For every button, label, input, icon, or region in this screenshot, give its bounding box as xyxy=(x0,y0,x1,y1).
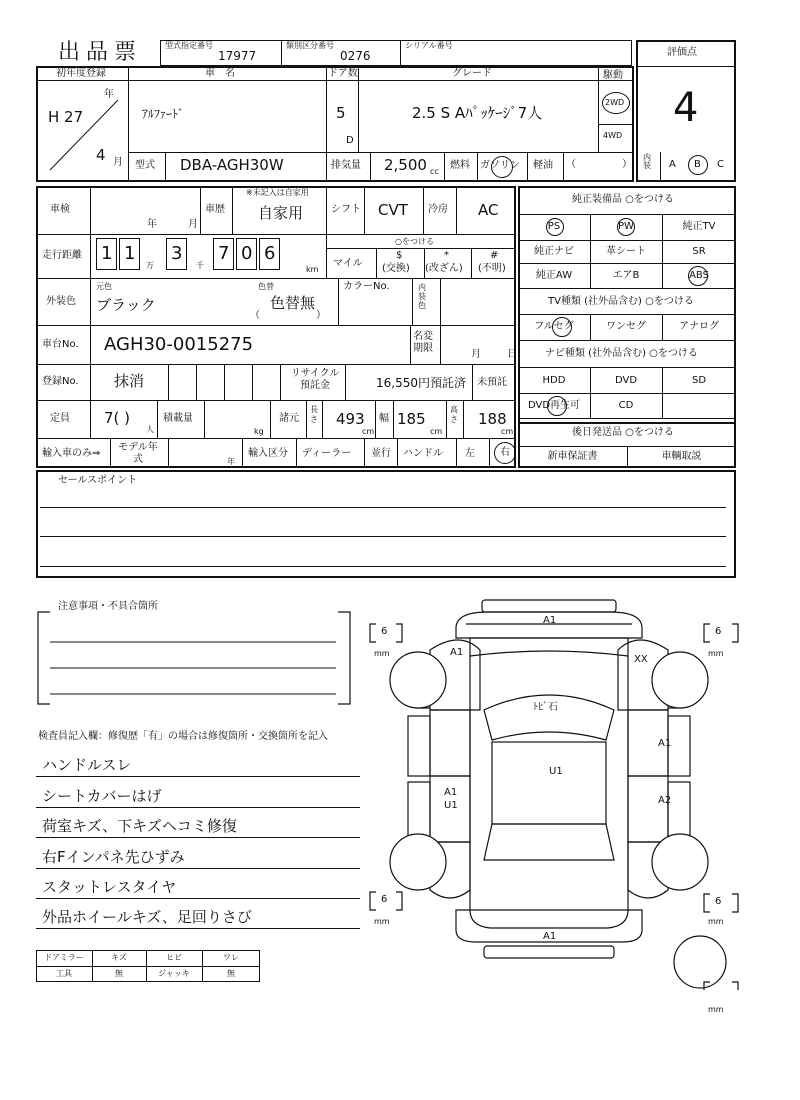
tv-oneseg: ワンセグ xyxy=(606,321,646,332)
interior-b: B xyxy=(694,159,701,170)
tyre-front-right-value: 6 xyxy=(715,626,722,637)
repaint-paren-left: （ xyxy=(250,310,260,321)
model-value: DBA-AGH30W xyxy=(180,156,284,174)
length-cm-unit: cm xyxy=(362,427,375,436)
navi-dvd-play: DVD再生可 xyxy=(527,400,581,411)
legend-jack-value: 無 xyxy=(227,969,235,978)
height-label: 高さ xyxy=(450,405,458,424)
handle-left: 左 xyxy=(465,448,475,459)
year-mark: 年 xyxy=(104,89,114,100)
history-value: 自家用 xyxy=(258,204,304,222)
doors-label: ドア数 xyxy=(328,68,358,79)
width-cm-unit: cm xyxy=(430,427,443,436)
equip-ps: PS xyxy=(547,221,561,232)
inspector-note-6: 外品ホイールキズ、足回りさび xyxy=(42,908,252,926)
tyre-rear-right-value: 6 xyxy=(715,896,722,907)
tyre-rear-right-mm: mm xyxy=(708,917,724,926)
repaint-label: 色替 xyxy=(258,282,274,291)
equip-pw-circle xyxy=(617,218,635,236)
handle-right: 右 xyxy=(500,447,510,458)
name-change-label: 名変期限 xyxy=(413,331,433,354)
recycle-unpaid: 未預託 xyxy=(477,377,507,388)
history-note: ※未記入は自家用 xyxy=(246,188,309,197)
interior-c: C xyxy=(717,159,724,170)
legend-tools: 工具 xyxy=(56,969,72,978)
equip-leather: 革シート xyxy=(606,246,646,257)
notes-box xyxy=(36,610,352,706)
repaint-value: 色替無 xyxy=(270,294,316,312)
drive-4wd: 4WD xyxy=(603,131,623,140)
navi-dvd: DVD xyxy=(614,375,638,386)
load-label: 積載量 xyxy=(163,413,193,424)
later-warranty: 新車保証書 xyxy=(547,451,598,462)
car-diagram xyxy=(360,590,760,990)
notes-label: 注意事項・不具合箇所 xyxy=(58,601,158,612)
parallel-option: 並行 xyxy=(371,448,391,459)
equip-airbag: エアB xyxy=(612,270,640,281)
handle-label: ハンドル xyxy=(403,448,443,459)
shift-value: CVT xyxy=(378,201,408,219)
tyre-rear-left-value: 6 xyxy=(381,894,388,905)
fuel-gasoline: ガソリン xyxy=(480,160,520,171)
later-title: 後日発送品 ○をつける xyxy=(572,427,674,438)
category-number-label: 類別区分番号 xyxy=(286,41,334,50)
legend-scratch: キズ xyxy=(111,953,127,962)
registration-value: 抹消 xyxy=(114,372,145,390)
score-value: 4 xyxy=(673,85,699,131)
sales-point-label: セールスポイント xyxy=(58,475,138,486)
tv-title: TV種類 (社外品含む) ○をつける xyxy=(548,296,694,307)
legend-tools-value: 無 xyxy=(115,969,123,978)
exchange-symbol: $ xyxy=(396,250,403,261)
orig-color-value: ブラック xyxy=(96,296,156,314)
mark-front-left: A1 xyxy=(450,647,464,658)
doors-d-mark: D xyxy=(346,135,354,146)
navi-hdd: HDD xyxy=(542,375,566,386)
category-number-value: 0276 xyxy=(340,49,371,63)
capacity-label: 定員 xyxy=(50,413,70,424)
equip-ps-circle xyxy=(546,218,564,236)
load-kg-unit: kg xyxy=(254,427,264,436)
navi-dvd-play-circle xyxy=(547,396,567,416)
month-mark: 月 xyxy=(113,157,123,168)
legend-jack: ジャッキ xyxy=(158,969,190,978)
displacement-value: 2,500 xyxy=(384,156,427,174)
car-name-value: ｱﾙﾌｧｰﾄﾞ xyxy=(142,107,185,121)
capacity-person-unit: 人 xyxy=(146,425,154,434)
fuel-label: 燃料 xyxy=(450,160,470,171)
tyre-front-right-mm: mm xyxy=(708,649,724,658)
legend-break: ワレ xyxy=(223,953,239,962)
import-label: 輸入車のみ⇒ xyxy=(42,448,101,459)
length-value: 493 xyxy=(336,410,365,428)
sales-point-box xyxy=(36,470,736,578)
km-unit: km xyxy=(306,265,319,274)
score-label: 評価点 xyxy=(667,47,697,58)
mark-left-door-a: A1 xyxy=(444,787,458,798)
equip-sr: SR xyxy=(692,246,706,257)
later-manual: 車輌取説 xyxy=(661,451,702,462)
tv-analog: アナログ xyxy=(679,321,719,332)
recycle-value: 16,550円預託済 xyxy=(376,376,466,390)
fuel-diesel: 軽油 xyxy=(533,160,553,171)
altered-option: (改ざん) xyxy=(425,263,463,274)
mark-roof: U1 xyxy=(549,766,563,777)
exchange-option: (交換) xyxy=(382,263,410,274)
unknown-symbol: # xyxy=(490,250,499,261)
mark-right-front-door: A1 xyxy=(658,738,672,749)
equip-pw: PW xyxy=(618,221,634,232)
fuel-circle xyxy=(491,156,513,178)
inspection-month-mark: 月 xyxy=(188,219,198,230)
legend-door-mirror: ドアミラー xyxy=(44,953,84,962)
inspector-label: 検査員記入欄：修復歴「有」の場合は修復箇所・交換箇所を記入 xyxy=(38,731,328,742)
drive-label: 駆動 xyxy=(603,70,623,81)
equip-navi: 純正ナビ xyxy=(534,246,574,257)
mileage-digit-5: 0 xyxy=(241,243,253,264)
ac-label: 冷房 xyxy=(428,204,448,215)
serial-number-label: シリアル番号 xyxy=(405,41,453,50)
capacity-value: 7( ) xyxy=(104,409,131,427)
grade-label: グレード xyxy=(452,68,492,79)
tyre-spare-mm: mm xyxy=(708,1005,724,1014)
era-year-value: H 27 xyxy=(48,108,84,126)
unknown-option: (不明) xyxy=(478,263,506,274)
navi-cd: CD xyxy=(618,400,634,411)
dims-label: 諸元 xyxy=(279,413,299,424)
equip-tv: 純正TV xyxy=(682,221,716,232)
navi-sd: SD xyxy=(691,375,707,386)
fuel-paren-left: （ xyxy=(566,159,576,170)
grade-value: 2.5 S Aﾊﾟｯｹｰｼﾞ7人 xyxy=(412,104,543,122)
equip-abs: ABS xyxy=(689,270,709,281)
mileage-digit-3: 3 xyxy=(171,243,183,264)
mark-left-door-u: U1 xyxy=(444,800,458,811)
chassis-value: AGH30-0015275 xyxy=(104,334,254,355)
altered-symbol: * xyxy=(444,250,449,261)
inspector-note-3: 荷室キズ、下キズヘコミ修復 xyxy=(42,817,237,835)
mark-front-right: XX xyxy=(634,654,648,665)
tyre-front-left-mm: mm xyxy=(374,649,390,658)
interior-a: A xyxy=(669,159,676,170)
mileage-digit-2: 1 xyxy=(124,243,136,264)
odometer-mark-note: ○をつける xyxy=(395,237,434,246)
mark-right-rear-door: A2 xyxy=(658,795,672,806)
type-number-label: 型式指定番号 xyxy=(165,41,213,50)
inspector-note-2: シートカバーはげ xyxy=(42,787,162,805)
equip-aw: 純正AW xyxy=(535,270,573,281)
legend-crack: ヒビ xyxy=(166,953,182,962)
tyre-front-left-value: 6 xyxy=(381,626,388,637)
doors-value: 5 xyxy=(336,104,346,122)
mark-rear-bumper: A1 xyxy=(543,931,557,942)
width-label: 幅 xyxy=(379,413,389,424)
equipment-title: 純正装備品 ○をつける xyxy=(572,194,674,205)
name-change-day: 日 xyxy=(507,349,517,360)
month-value: 4 xyxy=(96,146,106,164)
mileage-digit-6: 6 xyxy=(264,243,276,264)
mark-front-bumper: A1 xyxy=(543,615,557,626)
inspector-note-4: 右Fインパネ先ひずみ xyxy=(42,848,185,866)
history-label: 車歴 xyxy=(205,204,225,215)
model-year-label: モデル年式 xyxy=(118,442,158,465)
document-title: 出品票 xyxy=(58,40,143,65)
name-change-month: 月 xyxy=(471,349,481,360)
inspection-label: 車検 xyxy=(50,204,70,215)
interior-label: 内装 xyxy=(643,153,651,170)
cc-unit: cc xyxy=(430,167,439,176)
mileage-sen-unit: 千 xyxy=(196,261,204,270)
displacement-label: 排気量 xyxy=(331,160,361,171)
recycle-label: リサイクル預託金 xyxy=(290,368,340,391)
mileage-digit-1: 1 xyxy=(101,243,113,264)
orig-color-label: 元色 xyxy=(96,282,112,291)
mileage-man-unit: 万 xyxy=(146,261,154,270)
drive-2wd: 2WD xyxy=(605,98,625,107)
mark-windshield: ﾄﾋﾞ石 xyxy=(533,702,558,713)
tv-fullseg: フルセグ xyxy=(534,321,574,332)
height-cm-unit: cm xyxy=(501,427,514,436)
car-name-label: 車 名 xyxy=(205,68,235,79)
color-label: 外装色 xyxy=(46,296,76,307)
model-year-mark: 年 xyxy=(227,457,235,466)
registration-label: 登録No. xyxy=(42,376,79,387)
repaint-paren-right: ） xyxy=(316,310,326,321)
color-no-label: カラーNo. xyxy=(343,281,390,292)
dealer-option: ディーラー xyxy=(302,448,352,459)
equip-abs-circle xyxy=(688,266,708,286)
height-value: 188 xyxy=(478,410,507,428)
chassis-label: 車台No. xyxy=(42,339,79,350)
inspection-year-mark: 年 xyxy=(147,219,157,230)
width-value: 185 xyxy=(397,410,426,428)
model-label: 型式 xyxy=(135,160,155,171)
inspector-note-5: スタットレスタイヤ xyxy=(42,878,177,896)
tv-fullseg-circle xyxy=(552,317,572,337)
ac-value: AC xyxy=(478,201,499,219)
type-number-value: 17977 xyxy=(218,49,257,63)
first-reg-label: 初年度登録 xyxy=(56,68,106,79)
mile-option: マイル xyxy=(333,258,363,269)
length-label: 長さ xyxy=(310,405,318,424)
mileage-digit-4: 7 xyxy=(218,243,230,264)
fuel-paren-right: ） xyxy=(622,159,632,170)
inspector-note-1: ハンドルスレ xyxy=(42,756,132,774)
import-div-label: 輸入区分 xyxy=(248,448,288,459)
tyre-rear-left-mm: mm xyxy=(374,917,390,926)
interior-color-label: 内装色 xyxy=(418,283,426,311)
navi-title: ナビ種類 (社外品含む) ○をつける xyxy=(545,348,698,359)
shift-label: シフト xyxy=(331,204,361,215)
mileage-label: 走行距離 xyxy=(42,250,82,261)
